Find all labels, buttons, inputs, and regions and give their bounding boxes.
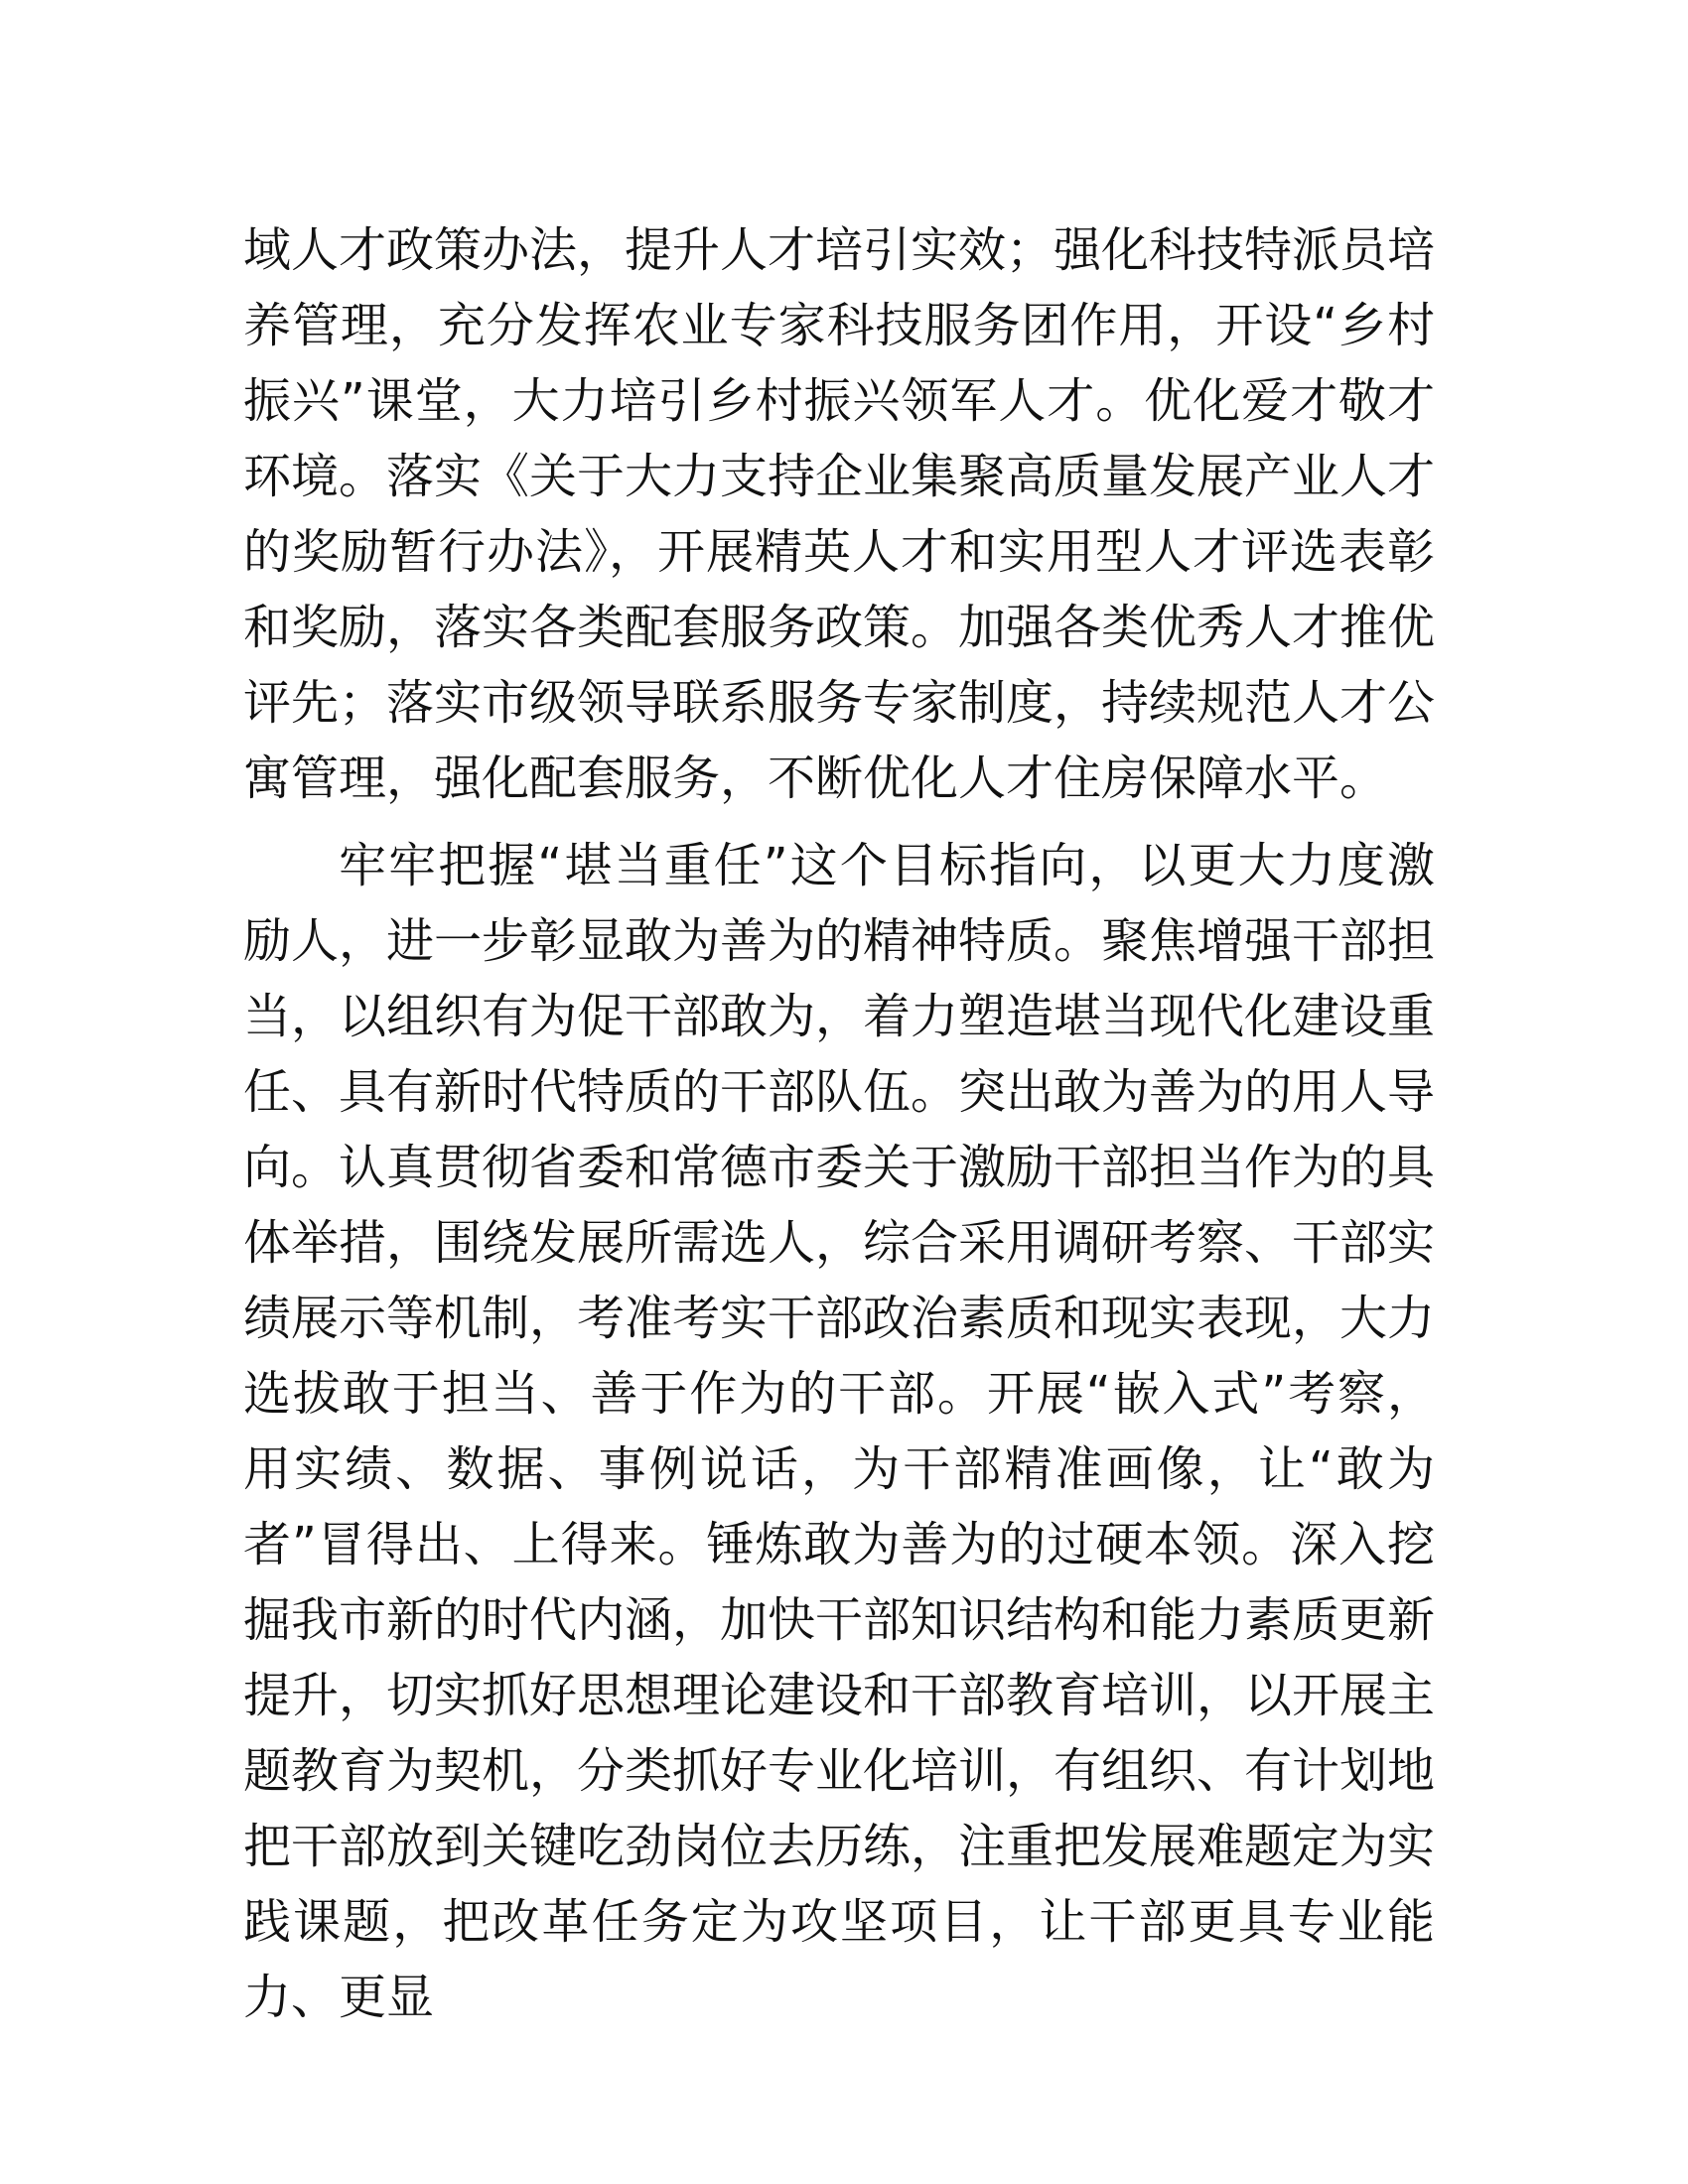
paragraph-continuation: 域人才政策办法，提升人才培引实效；强化科技特派员培养管理，充分发挥农业专家科技服务团作用，开设“乡村振兴”课堂，大力培引乡村振兴领军人才。优化爱才敬才环境。落实《关于大力支持企业集聚高质量发展产业人才的奖励暂行办法》，开展精英人才和实用型人才评选表彰和奖励，落实各类配套服务政策。加强各类优秀人才推优评先；落实市级领导联系服务专家制度，持续规范人才公寓管理，强化配套服务，不断优化人才住房保障水平。: [243, 222, 1436, 806]
document-body: [243, 212, 1435, 2047]
paragraph-talent-responsibility: 牢牢把握“堪当重任”这个目标指向，以更大力度激励人，进一步彰显敢为善为的精神特质。聚焦增强干部担当，以组织有为促干部敢为，着力塑造堪当现代化建设重任、具有新时代特质的干部队伍。突出敢为善为的用人导向。认真贯彻省委和常德市委关于激励干部担当作为的具体举措，围绕发展所需选人，综合采用调研考察、干部实绩展示等机制，考准考实干部政治素质和现实表现，大力选拔敢于担当、善于作为的干部。开展“嵌入式”考察，用实绩、数据、事例说话，为干部精准画像，让“敢为者”冒得出、上得来。锤炼敢为善为的过硬本领。深入挖掘我市新的时代内涵，加快干部知识结构和能力素质更新提升，切实抓好思想理论建设和干部教育培训，以开展主题教育为契机，分类抓好专业化培训，有组织、有计划地把干部放到关键吃劲岗位去历练，注重把发展难题定为实践课题，把改革任务定为攻坚项目，让干部更具专业能力、更显: [243, 838, 1436, 2025]
